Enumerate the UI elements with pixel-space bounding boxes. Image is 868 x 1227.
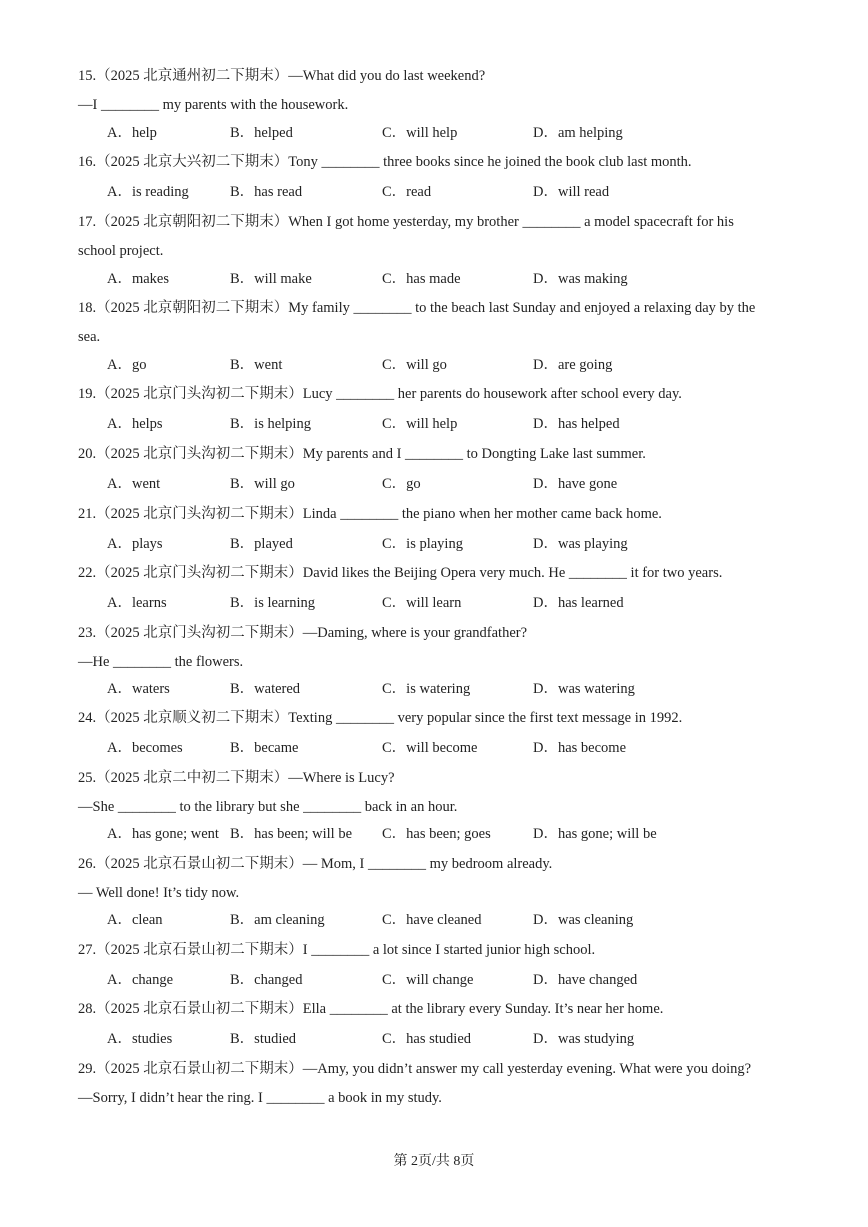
option-b[interactable]: B．am cleaning xyxy=(230,912,325,928)
question-25-line-1: 25.（2025 北京二中初二下期末）—Where is Lucy? xyxy=(78,770,395,786)
option-c[interactable]: C．is watering xyxy=(382,681,471,697)
option-c[interactable]: C．will learn xyxy=(382,595,462,611)
option-b[interactable]: B．is learning xyxy=(230,595,315,611)
question-28-line-1: 28.（2025 北京石景山初二下期末）Ella ________ at the library every Sunday. It’s near her home. xyxy=(78,1001,664,1017)
question-25 xyxy=(78,764,793,822)
question-21 xyxy=(78,500,793,529)
question-15 xyxy=(78,62,793,120)
question-26-line-1: 26.（2025 北京石景山初二下期末）— Mom, I ________ my bedroom already. xyxy=(78,856,553,872)
question-29-line-1: 29.（2025 北京石景山初二下期末）—Amy, you didn’t answer my call yesterday evening. What were you doing? xyxy=(78,1061,752,1077)
option-d[interactable]: D．will read xyxy=(533,184,610,200)
option-a[interactable]: A．went xyxy=(107,476,161,492)
option-a[interactable]: A．is reading xyxy=(107,184,189,200)
question-23-line-2: —He ________ the flowers. xyxy=(78,654,244,670)
option-b[interactable]: B．watered xyxy=(230,681,301,697)
option-c[interactable]: C．has been; goes xyxy=(382,826,491,842)
question-27-line-1: 27.（2025 北京石景山初二下期末）I ________ a lot since I started junior high school. xyxy=(78,942,596,958)
option-d[interactable]: D．have gone xyxy=(533,476,618,492)
question-26-line-2: — Well done! It’s tidy now. xyxy=(78,885,240,901)
page-number-footer: 第 2页/共 8页 xyxy=(393,1154,475,1169)
question-19-line-1: 19.（2025 北京门头沟初二下期末）Lucy ________ her parents do housework after school every day. xyxy=(78,386,682,402)
question-24-line-1: 24.（2025 北京顺义初二下期末）Texting ________ very popular since the first text message in 1992. xyxy=(78,710,683,726)
option-c[interactable]: C．will go xyxy=(382,357,447,373)
question-25-line-2: —She ________ to the library but she ________ back in an hour. xyxy=(78,799,458,815)
option-c[interactable]: C．have cleaned xyxy=(382,912,482,928)
question-22-line-1: 22.（2025 北京门头沟初二下期末）David likes the Beijing Opera very much. He ________ it for two years. xyxy=(78,565,723,581)
question-20-line-1: 20.（2025 北京门头沟初二下期末）My parents and I ________ to Dongting Lake last summer. xyxy=(78,446,646,462)
option-c[interactable]: C．will help xyxy=(382,125,458,141)
question-17-line-2: school project. xyxy=(78,243,164,259)
option-c[interactable]: C．will change xyxy=(382,972,474,988)
option-d[interactable]: D．has helped xyxy=(533,416,620,432)
option-d[interactable]: D．am helping xyxy=(533,125,623,141)
option-b[interactable]: B．is helping xyxy=(230,416,311,432)
option-b[interactable]: B．will go xyxy=(230,476,295,492)
question-15-line-2: —I ________ my parents with the housework. xyxy=(78,97,349,113)
option-c[interactable]: C．has studied xyxy=(382,1031,472,1047)
option-c[interactable]: C．has made xyxy=(382,271,461,287)
option-c[interactable]: C．read xyxy=(382,184,432,200)
option-d[interactable]: D．was playing xyxy=(533,536,628,552)
option-a[interactable]: A．makes xyxy=(107,271,170,287)
option-a[interactable]: A．plays xyxy=(107,536,163,552)
question-16 xyxy=(78,148,793,177)
option-d[interactable]: D．have changed xyxy=(533,972,638,988)
question-19 xyxy=(78,380,793,409)
option-a[interactable]: A．helps xyxy=(107,416,163,432)
question-18-line-1: 18.（2025 北京朝阳初二下期末）My family ________ to the beach last Sunday and enjoyed a relaxing day by the xyxy=(78,300,756,316)
option-b[interactable]: B．played xyxy=(230,536,293,552)
option-b[interactable]: B．went xyxy=(230,357,283,373)
option-a[interactable]: A．go xyxy=(107,357,147,373)
option-d[interactable]: D．was making xyxy=(533,271,628,287)
option-d[interactable]: D．has learned xyxy=(533,595,624,611)
question-15-line-1: 15.（2025 北京通州初二下期末）—What did you do last weekend? xyxy=(78,68,486,84)
question-18-line-2: sea. xyxy=(78,329,101,345)
question-20 xyxy=(78,440,793,469)
question-18 xyxy=(78,294,793,352)
option-a[interactable]: A．change xyxy=(107,972,174,988)
question-21-line-1: 21.（2025 北京门头沟初二下期末）Linda ________ the piano when her mother came back home. xyxy=(78,506,662,522)
option-c[interactable]: C．will become xyxy=(382,740,478,756)
option-b[interactable]: B．helped xyxy=(230,125,293,141)
option-d[interactable]: D．are going xyxy=(533,357,613,373)
question-17-line-1: 17.（2025 北京朝阳初二下期末）When I got home yesterday, my brother ________ a model spacecraft for his xyxy=(78,214,734,230)
question-16-line-1: 16.（2025 北京大兴初二下期末）Tony ________ three books since he joined the book club last month. xyxy=(78,154,692,170)
option-c[interactable]: C．go xyxy=(382,476,421,492)
option-b[interactable]: B．will make xyxy=(230,271,312,287)
option-a[interactable]: A．learns xyxy=(107,595,167,611)
question-29 xyxy=(78,1055,793,1113)
question-27 xyxy=(78,936,793,965)
question-23-line-1: 23.（2025 北京门头沟初二下期末）—Daming, where is your grandfather? xyxy=(78,625,528,641)
option-a[interactable]: A．clean xyxy=(107,912,163,928)
question-22 xyxy=(78,559,793,588)
option-a[interactable]: A．studies xyxy=(107,1031,173,1047)
option-a[interactable]: A．help xyxy=(107,125,157,141)
option-a[interactable]: A．has gone; went xyxy=(107,826,219,842)
option-d[interactable]: D．was watering xyxy=(533,681,635,697)
option-b[interactable]: B．has read xyxy=(230,184,303,200)
question-29-line-2: —Sorry, I didn’t hear the ring. I ________ a book in my study. xyxy=(78,1090,442,1106)
option-d[interactable]: D．has gone; will be xyxy=(533,826,657,842)
option-d[interactable]: D．has become xyxy=(533,740,627,756)
option-b[interactable]: B．changed xyxy=(230,972,303,988)
option-b[interactable]: B．became xyxy=(230,740,299,756)
option-b[interactable]: B．studied xyxy=(230,1031,297,1047)
option-a[interactable]: A．waters xyxy=(107,681,170,697)
option-d[interactable]: D．was studying xyxy=(533,1031,635,1047)
question-26 xyxy=(78,850,793,908)
question-17 xyxy=(78,208,793,266)
question-28 xyxy=(78,995,793,1024)
question-23 xyxy=(78,619,793,677)
option-a[interactable]: A．becomes xyxy=(107,740,183,756)
option-c[interactable]: C．will help xyxy=(382,416,458,432)
question-24 xyxy=(78,704,793,733)
option-d[interactable]: D．was cleaning xyxy=(533,912,634,928)
option-c[interactable]: C．is playing xyxy=(382,536,463,552)
option-b[interactable]: B．has been; will be xyxy=(230,826,353,842)
